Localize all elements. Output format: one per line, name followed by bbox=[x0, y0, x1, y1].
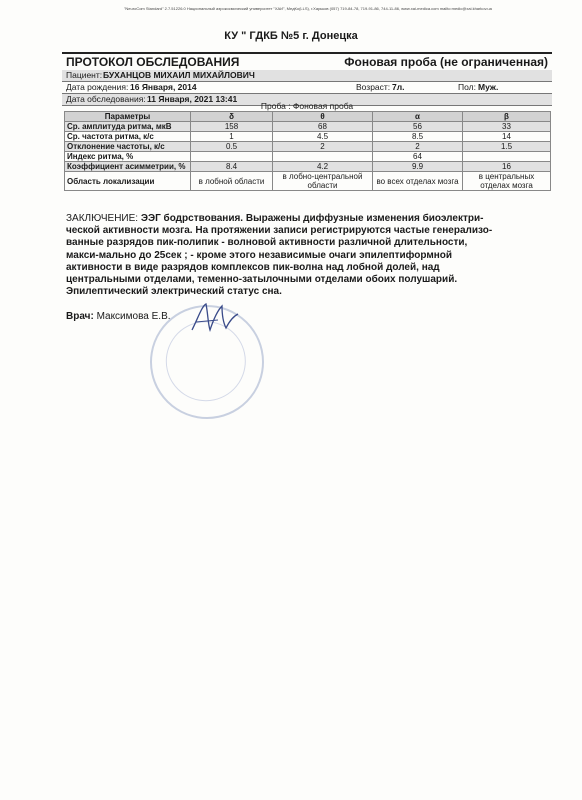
cell-delta: 8.4 bbox=[191, 162, 273, 172]
cell-alpha: 9.9 bbox=[373, 162, 463, 172]
cell-theta: 4.2 bbox=[273, 162, 373, 172]
row-param: Индекс ритма, % bbox=[65, 152, 191, 162]
cell-theta: 68 bbox=[273, 122, 373, 132]
cell-alpha: 2 bbox=[373, 142, 463, 152]
conclusion-label: ЗАКЛЮЧЕНИЕ: bbox=[66, 213, 139, 224]
cell-alpha: 64 bbox=[373, 152, 463, 162]
cell-theta: 2 bbox=[273, 142, 373, 152]
conclusion-line: ЭЭГ бодрствования. Выражены диффузные изменения биоэлектри- bbox=[140, 213, 484, 224]
header-beta: β bbox=[463, 112, 551, 122]
row-param: Ср. амплитуда ритма, мкВ bbox=[65, 122, 191, 132]
age-label: Возраст: bbox=[356, 82, 391, 92]
header-delta: δ bbox=[191, 112, 273, 122]
doctor-line bbox=[66, 311, 171, 322]
cell-beta: 1.5 bbox=[463, 142, 551, 152]
patient-name: БУХАНЦОВ МИХАИЛ МИХАЙЛОВИЧ bbox=[103, 70, 255, 80]
table-row bbox=[65, 152, 551, 162]
conclusion-line: центральными отделами, теменно-затылочными отделами обоих полушарий. bbox=[66, 274, 458, 286]
table-row bbox=[65, 122, 551, 132]
table-row bbox=[65, 142, 551, 152]
header-theta: θ bbox=[273, 112, 373, 122]
protocol-header bbox=[62, 52, 552, 72]
cell-theta bbox=[273, 152, 373, 162]
conclusion-line: ческой активности мозга. На протяжении записи регистрируются частые генерализо- bbox=[66, 225, 493, 237]
doctor-name: Максимова Е.В. bbox=[96, 311, 171, 322]
row-param: Коэффициент асимметрии, % bbox=[65, 162, 191, 172]
software-fine-print: "NeuroCom Standard" 2.7.51226.0 Национальный аэрокосмический университет "ХАИ", МедКо(LLS), г.Харьков (057) 719-84-78, 719-91-86, 744-11-86, www.xai-medica.com mailto:medic@xai.kharkov.ua bbox=[124, 6, 492, 11]
cell-delta: 1 bbox=[191, 132, 273, 142]
table-header-row bbox=[65, 112, 551, 122]
dob-value: 16 Января, 2014 bbox=[130, 82, 197, 92]
cell-beta: 14 bbox=[463, 132, 551, 142]
exam-date-label: Дата обследования: bbox=[66, 94, 146, 104]
conclusion-line: макси-мально до 25сек ; - кроме этого независимые очаги эпилептиформной bbox=[66, 249, 453, 261]
cell-beta: 33 bbox=[463, 122, 551, 132]
protocol-title: ПРОТОКОЛ ОБСЛЕДОВАНИЯ bbox=[66, 55, 240, 69]
header-params: Параметры bbox=[65, 112, 191, 122]
conclusion-line: Эпилептический электрический статус сна. bbox=[66, 286, 282, 298]
table-caption: Проба : Фоновая проба bbox=[260, 101, 354, 111]
table-row bbox=[65, 172, 551, 191]
patient-name-label: Пациент: bbox=[66, 70, 103, 80]
sex-label: Пол: bbox=[458, 82, 476, 92]
eeg-parameters-table bbox=[64, 111, 551, 191]
row-param: Ср. частота ритма, к/с bbox=[65, 132, 191, 142]
cell-delta: 158 bbox=[191, 122, 273, 132]
cell-alpha: 8.5 bbox=[373, 132, 463, 142]
conclusion-block bbox=[66, 213, 550, 298]
patient-dob-row bbox=[62, 82, 552, 94]
cell-delta: в лобной области bbox=[191, 172, 273, 191]
conclusion-line: активности в виде разрядов комплексов пик-волна над лобной долей, над bbox=[66, 261, 440, 273]
cell-delta: 0.5 bbox=[191, 142, 273, 152]
cell-delta bbox=[191, 152, 273, 162]
test-name: Фоновая проба (не ограниченная) bbox=[344, 55, 548, 69]
cell-alpha: во всех отделах мозга bbox=[373, 172, 463, 191]
cell-alpha: 56 bbox=[373, 122, 463, 132]
institution-title: КУ " ГДКБ №5 г. Донецка bbox=[224, 30, 358, 42]
cell-beta bbox=[463, 152, 551, 162]
row-param: Область локализации bbox=[65, 172, 191, 191]
cell-beta: в центральных отделах мозга bbox=[463, 172, 551, 191]
sex-value: Муж. bbox=[478, 82, 499, 92]
cell-theta: 4.5 bbox=[273, 132, 373, 142]
age-value: 7л. bbox=[392, 82, 405, 92]
doctor-signature bbox=[188, 300, 240, 336]
exam-date: 11 Января, 2021 13:41 bbox=[147, 94, 238, 104]
conclusion-line: ванные разрядов пик-полипик - волновой активности различной длительности, bbox=[66, 237, 468, 249]
dob-label: Дата рождения: bbox=[66, 82, 129, 92]
table-row bbox=[65, 162, 551, 172]
doctor-label: Врач: bbox=[66, 311, 94, 322]
patient-name-row bbox=[62, 70, 552, 82]
table-row bbox=[65, 132, 551, 142]
row-param: Отклонение частоты, к/с bbox=[65, 142, 191, 152]
cell-beta: 16 bbox=[463, 162, 551, 172]
cell-theta: в лобно-центральной области bbox=[273, 172, 373, 191]
header-alpha: α bbox=[373, 112, 463, 122]
